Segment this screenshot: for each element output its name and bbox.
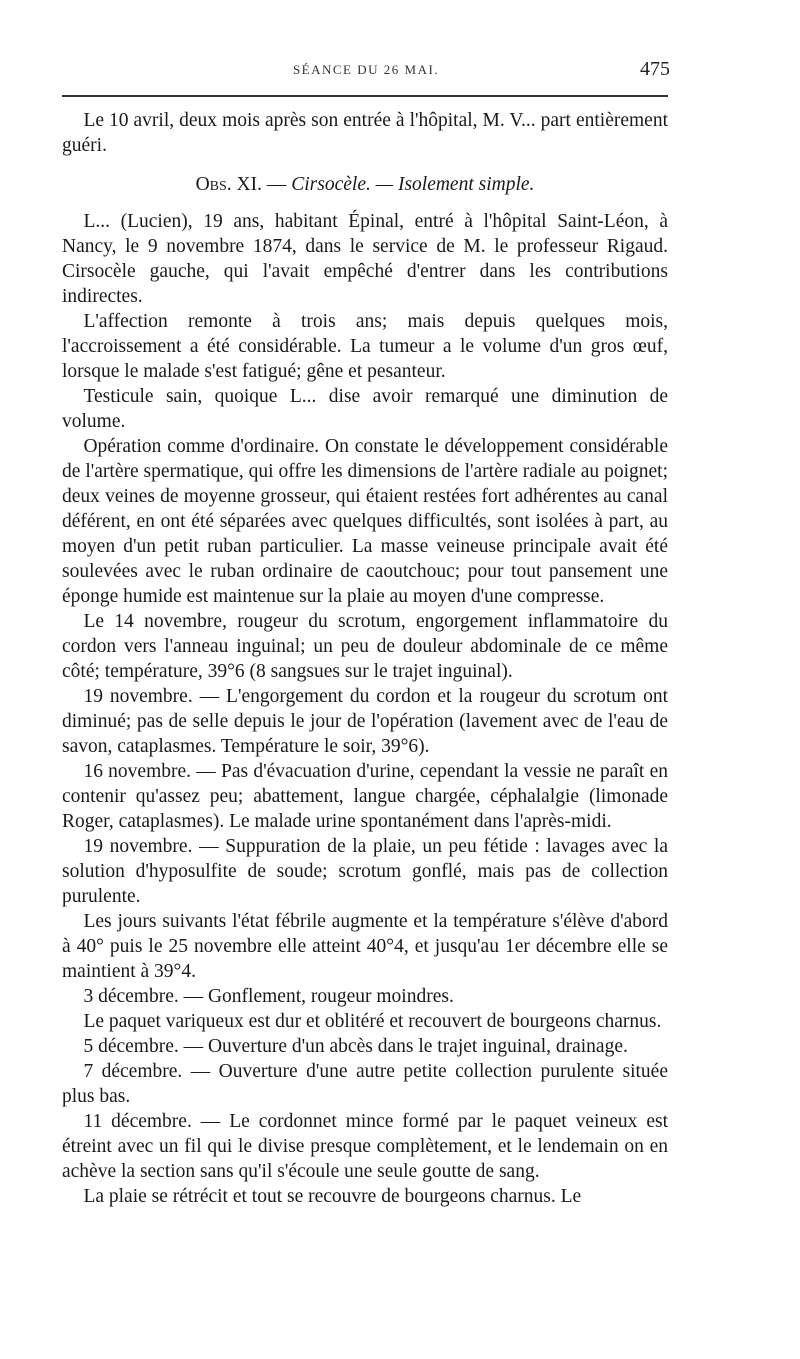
body-text xyxy=(62,108,668,1209)
paragraph: 16 novembre. — Pas d'évacuation d'urine, cependant la vessie ne paraît en contenir qu'assez peu; abattement, langue chargée, céphalalgie (limonade Roger, cataplasmes). Le malade urine spontanément dans l'après-midi. xyxy=(62,761,668,832)
page-number: 475 xyxy=(640,58,670,80)
paragraph: Opération comme d'ordinaire. On constate le développement considérable de l'artère spermatique, qui offre les dimensions de l'artère radiale au poignet; deux veines de moyenne grosseur, qui étaient restées fort adhérentes au canal déférent, en ont été séparées avec quelques difficultés, sont isolées à part, au moyen d'un petit ruban particulier. La masse veineuse principale avait été soulevées avec le ruban ordinaire de caoutchouc; pour tout pansement une éponge humide est maintenue sur la plaie au moyen d'une compresse. xyxy=(62,436,668,607)
paragraph: Le 14 novembre, rougeur du scrotum, engorgement inflammatoire du cordon vers l'anneau inguinal; un peu de douleur abdominale de ce même côté; température, 39°6 (8 sangsues sur le trajet inguinal). xyxy=(62,611,668,682)
paragraph: L... (Lucien), 19 ans, habitant Épinal, entré à l'hôpital Saint-Léon, à Nancy, le 9 novembre 1874, dans le service de M. le professeur Rigaud. Cirsocèle gauche, qui l'avait empêché d'entrer dans les contributions indirectes. xyxy=(62,211,668,307)
observation-separator: — xyxy=(266,174,287,195)
observation-heading xyxy=(62,172,668,197)
paragraph: L'affection remonte à trois ans; mais depuis quelques mois, l'accroissement a été considérable. La tumeur a le volume d'un gros œuf, lorsque le malade s'est fatigué; gêne et pesanteur. xyxy=(62,311,668,382)
paragraph: 5 décembre. — Ouverture d'un abcès dans le trajet inguinal, drainage. xyxy=(83,1036,628,1057)
header-rule xyxy=(62,95,668,97)
paragraph: La plaie se rétrécit et tout se recouvre de bourgeons charnus. Le xyxy=(83,1186,582,1207)
paragraph: Testicule sain, quoique L... dise avoir remarqué une diminution de volume. xyxy=(62,386,668,432)
paragraph: 19 novembre. — L'engorgement du cordon et la rougeur du scrotum ont diminué; pas de selle depuis le jour de l'opération (lavement avec de l'eau de savon, cataplasmes. Température le soir, 39°6). xyxy=(62,686,668,757)
running-head: SÉANCE DU 26 MAI. xyxy=(292,62,440,77)
paragraph: 3 décembre. — Gonflement, rougeur moindres. xyxy=(83,986,454,1007)
paragraph: 11 décembre. — Le cordonnet mince formé par le paquet veineux est étreint avec un fil qui le divise presque complètement, et le lendemain on en achève la section sans qu'il s'écoule une seule goutte de sang. xyxy=(62,1111,668,1182)
observation-title: Cirsocèle. — Isolement simple. xyxy=(291,174,535,195)
paragraph: Le paquet variqueux est dur et oblitéré et recouvert de bourgeons charnus. xyxy=(83,1011,662,1032)
observation-label: Obs. XI. xyxy=(195,174,262,195)
paragraph: Le 10 avril, deux mois après son entrée à l'hôpital, M. V... part entièrement guéri. xyxy=(62,110,668,156)
paragraph: Les jours suivants l'état fébrile augmente et la température s'élève d'abord à 40° puis le 25 novembre elle atteint 40°4, et jusqu'au 1er décembre elle se maintient à 39°4. xyxy=(62,911,668,982)
page-header xyxy=(62,56,670,90)
paragraph: 19 novembre. — Suppuration de la plaie, un peu fétide : lavages avec la solution d'hyposulfite de soude; scrotum gonflé, mais pas de collection purulente. xyxy=(62,836,668,907)
paragraph: 7 décembre. — Ouverture d'une autre petite collection purulente située plus bas. xyxy=(62,1061,668,1107)
